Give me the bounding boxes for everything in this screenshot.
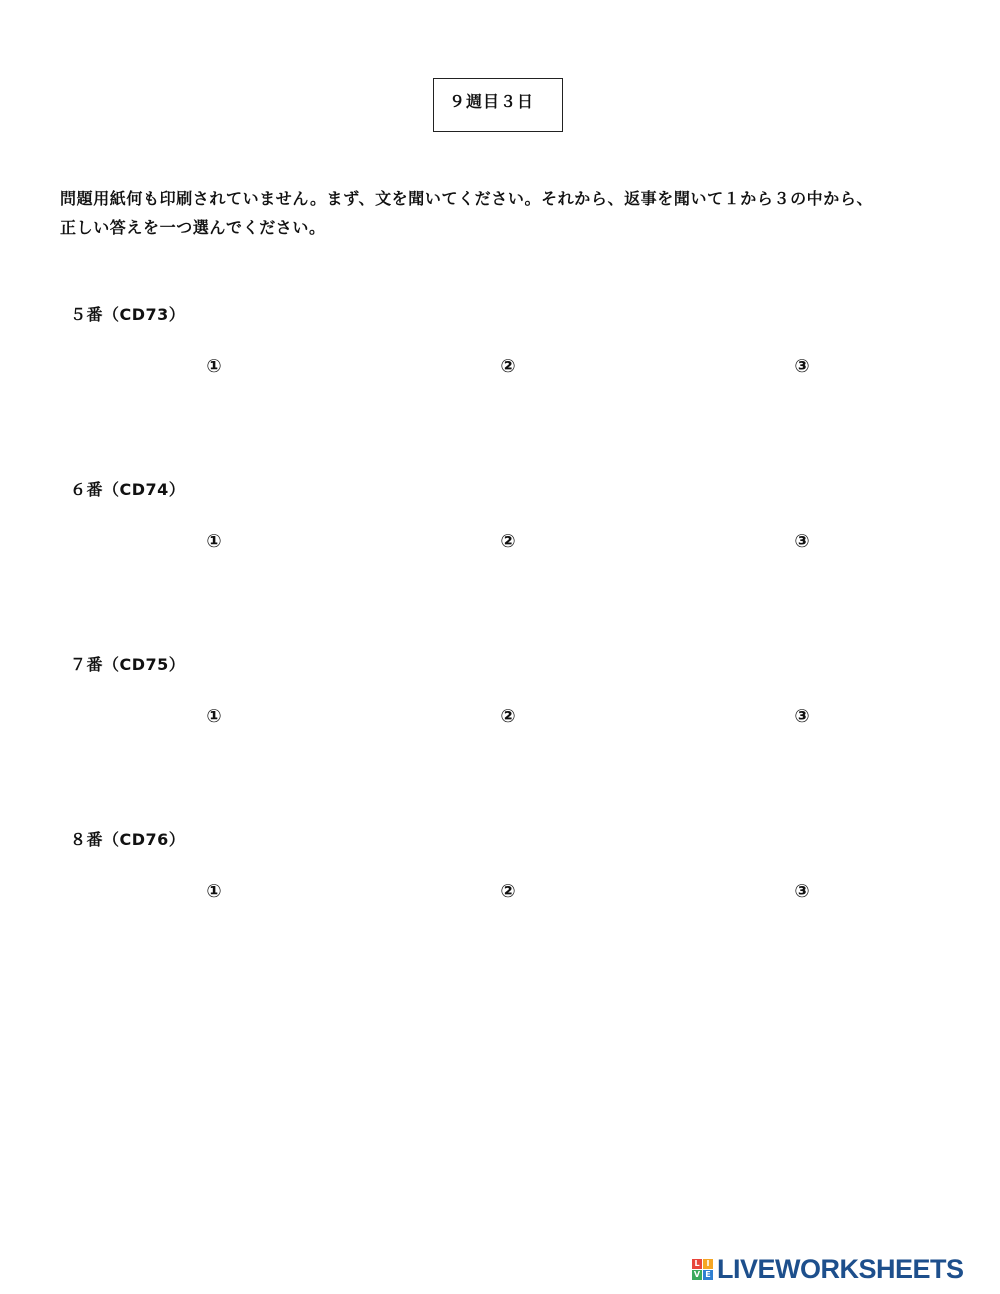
instructions-line-1: 問題用紙何も印刷されていません。まず、文を聞いてください。それから、返事を聞いて１から３の中から、 [60,189,874,208]
option-2[interactable]: ② [500,531,516,552]
option-1[interactable]: ① [206,531,222,552]
logo-mark-letter: L [692,1259,702,1269]
option-3[interactable]: ③ [794,881,810,902]
title-box [433,78,563,132]
logo-mark-letter: V [693,1269,701,1279]
logo-mark-letter: E [703,1270,713,1280]
question-label: ８番（CD76） [70,830,186,849]
question-8 [0,827,1000,947]
option-2[interactable]: ② [500,356,516,377]
option-3[interactable]: ③ [794,531,810,552]
question-6 [0,477,1000,597]
instructions-line-2: 正しい答えを一つ選んでください。 [60,218,326,237]
question-7 [0,652,1000,772]
question-label: ７番（CD75） [70,655,186,674]
option-3[interactable]: ③ [794,356,810,377]
page-title: ９週目３日 [449,92,535,111]
option-2[interactable]: ② [500,706,516,727]
question-5 [0,302,1000,422]
logo-mark-letter: I [703,1259,713,1269]
question-label: ５番（CD73） [70,305,186,324]
liveworksheets-logo [692,1252,964,1286]
logo-mark-icon [692,1259,713,1280]
option-3[interactable]: ③ [794,706,810,727]
option-2[interactable]: ② [500,881,516,902]
option-1[interactable]: ① [206,356,222,377]
logo-wordmark: LIVEWORKSHEETS [717,1253,964,1284]
instructions [60,184,960,242]
option-1[interactable]: ① [206,706,222,727]
question-label: ６番（CD74） [70,480,186,499]
option-1[interactable]: ① [206,881,222,902]
